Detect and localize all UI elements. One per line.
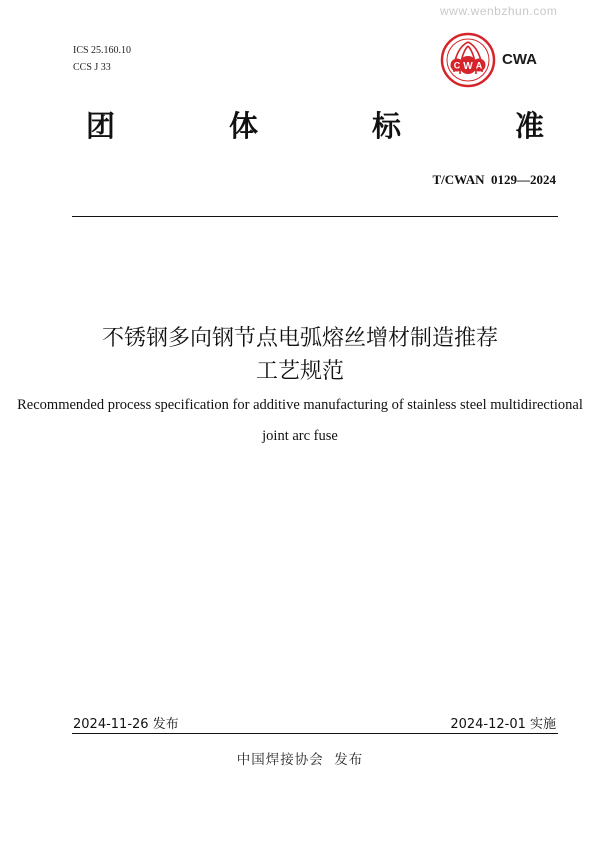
cwa-logo <box>440 32 496 88</box>
standard-type-char-4: 准 <box>515 109 545 143</box>
title-cn-line2: 工艺规范 <box>255 359 344 384</box>
ccs-code: CCS J 33 <box>73 62 111 73</box>
title-en-line1: Recommended process specification for additive manufacturing of stainless steel multidirectional <box>17 397 583 413</box>
title-cn-line1: 不锈钢多向钢节点电弧熔丝增材制造推荐 <box>101 326 498 351</box>
publisher: 中国焊接协会 发布 <box>236 752 364 768</box>
title-en-line2: joint arc fuse <box>262 428 338 444</box>
logo-letter-a: A <box>475 60 483 71</box>
logo-text: CWA <box>502 51 537 68</box>
logo-letter-w: W <box>463 61 473 72</box>
top-divider <box>72 216 558 217</box>
standard-type-char-2: 体 <box>229 109 259 143</box>
standard-type-char-1: 团 <box>86 109 116 143</box>
watermark: www.wenbzhun.com <box>440 4 558 18</box>
standard-number: T/CWAN 0129—2024 <box>432 172 556 187</box>
bottom-divider <box>72 733 558 734</box>
ics-code: ICS 25.160.10 <box>73 45 132 56</box>
logo-letter-c: C <box>453 60 461 71</box>
implementation-date: 2024-12-01 实施 <box>450 717 556 732</box>
issue-date: 2024-11-26 发布 <box>73 717 179 732</box>
standard-type-char-3: 标 <box>372 109 402 143</box>
